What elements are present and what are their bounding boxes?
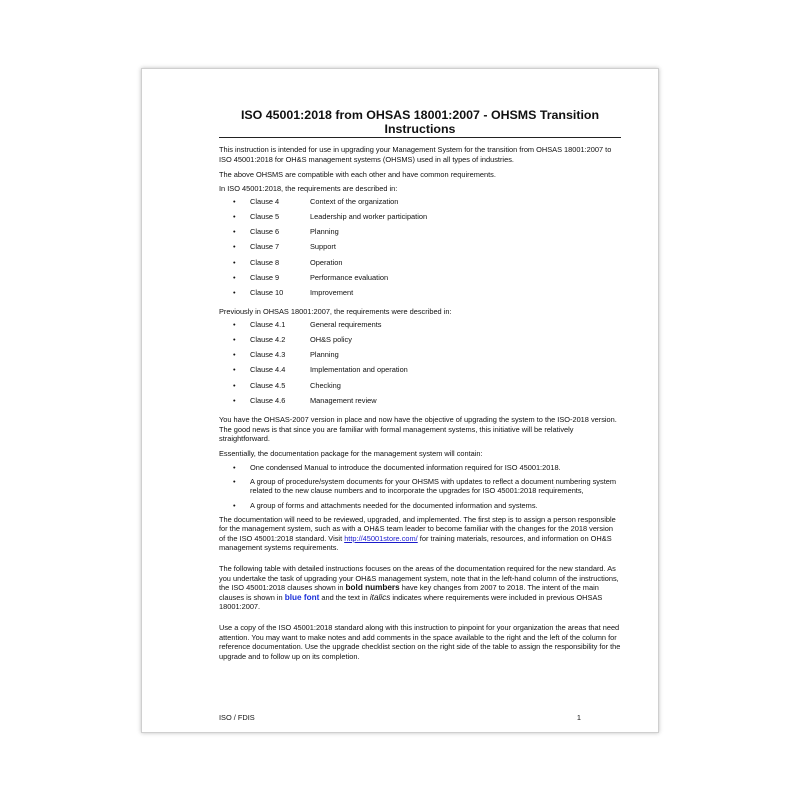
bullet-icon: • — [233, 365, 236, 375]
list-item — [219, 212, 621, 227]
package-item-text: A group of forms and attachments needed for the documented information and systems. — [250, 500, 538, 510]
clause-name: General requirements — [310, 319, 382, 329]
clause-number: Clause 4.5 — [250, 380, 286, 390]
clause-name: Improvement — [310, 288, 354, 297]
list-item — [219, 197, 621, 212]
bullet-icon: • — [233, 288, 236, 297]
bullet-icon: • — [233, 257, 236, 267]
bullet-icon: • — [233, 395, 236, 405]
clause-number: Clause 6 — [250, 227, 280, 237]
bullet-icon: • — [233, 476, 236, 486]
review-paragraph — [219, 515, 621, 553]
clause-name: Context of the organization — [310, 196, 399, 206]
clause-number: Clause 4.6 — [250, 395, 286, 405]
document-title: ISO 45001:2018 from OHSAS 18001:2007 - OHSMS Transition Instructions — [219, 109, 621, 138]
list-item — [219, 350, 621, 365]
list-item — [219, 227, 621, 242]
document-content — [219, 109, 621, 661]
table-intro-text: The following table with detailed instructions focuses on the areas of the documentation required for the new standard. As you undertake the task of upgrading your OH&S management system, note that in the left-hand column of the instructions, the ISO 45001:2018 clauses shown in — [219, 564, 619, 593]
page-footer — [219, 713, 581, 722]
package-item-text: A group of procedure/system documents for your OHSMS with updates to reflect a document numbering system related to the new clause numbers and to incorporate the upgrades for ISO 45001:2018 requirements, — [250, 476, 617, 496]
bullet-icon: • — [233, 196, 236, 206]
clause-name: OH&S policy — [310, 334, 352, 344]
list-item — [219, 273, 621, 288]
bullet-icon: • — [233, 380, 236, 390]
clause-name: Planning — [310, 350, 339, 360]
table-intro-text: indicates where requirements were included in previous OHSAS 18001:2007. — [219, 592, 603, 612]
page-number: 1 — [576, 713, 581, 722]
bullet-icon: • — [233, 334, 236, 344]
list-item — [219, 381, 621, 396]
clause-name: Checking — [310, 380, 341, 390]
list-item — [219, 501, 621, 511]
list-item — [219, 258, 621, 273]
clause-number: Clause 10 — [250, 288, 284, 297]
blue-font-text: blue font — [284, 592, 320, 602]
clause-name: Management review — [310, 395, 377, 405]
store-link[interactable]: http://45001store.com/ — [344, 533, 418, 543]
ohsas-clause-list — [219, 320, 621, 411]
clause-name: Performance evaluation — [310, 272, 389, 282]
package-list — [219, 463, 621, 510]
clause-number: Clause 4.1 — [250, 319, 286, 329]
list-item — [219, 477, 621, 496]
list-item — [219, 288, 621, 303]
list-item — [219, 396, 621, 411]
clause-number: Clause 8 — [250, 257, 280, 267]
bullet-icon: • — [233, 242, 236, 252]
iso-clauses-lead: In ISO 45001:2018, the requirements are described in: — [219, 184, 398, 194]
list-item — [219, 242, 621, 257]
bullet-icon: • — [233, 462, 236, 472]
clause-number: Clause 4.2 — [250, 334, 286, 344]
clause-number: Clause 7 — [250, 242, 280, 252]
bullet-icon: • — [233, 319, 236, 329]
iso-clause-list — [219, 197, 621, 303]
review-text: The documentation will need to be reviewed, upgraded, and implemented. The first step is to assign a person responsible for the management system, such as with a OH&S team leader to become familiar with the changes for the 2018 version of the ISO 45001:2018 standard. Visit — [219, 514, 616, 543]
clause-name: Implementation and operation — [310, 365, 408, 375]
bullet-icon: • — [233, 227, 236, 237]
clause-name: Leadership and worker participation — [310, 212, 428, 222]
bullet-icon: • — [233, 212, 236, 222]
clause-name: Planning — [310, 227, 339, 237]
table-intro-text: have key changes from 2007 to 2018. The intent of the main clauses is shown in — [219, 583, 599, 602]
ohsas-clauses-lead: Previously in OHSAS 18001:2007, the requirements were described in: — [219, 307, 452, 317]
clause-name: Operation — [310, 257, 343, 267]
list-item — [219, 365, 621, 380]
use-copy-paragraph: Use a copy of the ISO 45001:2018 standard along with this instruction to pinpoint for your organization the areas that need attention. You may want to make notes and add comments in the space available to the right and the left of the column for reference documentation. Use the upgrade checklist section on the right side of the table to assign the responsibility for the upgrade and to follow up on its completion. — [219, 623, 621, 661]
clause-number: Clause 4.4 — [250, 365, 286, 375]
bullet-icon: • — [233, 350, 236, 360]
table-intro-text: and the text in — [319, 592, 370, 602]
objective-paragraph: You have the OHSAS-2007 version in place and now have the objective of upgrading the system to the ISO-2018 version. The good news is that since you are familiar with formal management systems, this initiative will be relatively straightforward. — [219, 414, 617, 444]
list-item — [219, 335, 621, 350]
clause-number: Clause 5 — [250, 212, 280, 222]
clause-name: Support — [310, 242, 336, 252]
list-item — [219, 463, 621, 473]
bullet-icon: • — [233, 272, 236, 282]
package-item-text: One condensed Manual to introduce the documented information required for ISO 45001:2018. — [250, 462, 561, 472]
bold-numbers-text: bold numbers — [345, 583, 400, 593]
list-item — [219, 320, 621, 335]
clause-number: Clause 4.3 — [250, 350, 286, 360]
bullet-icon: • — [233, 500, 236, 510]
compatible-paragraph: The above OHSMS are compatible with each other and have common requirements. — [219, 169, 496, 179]
review-text-end: for training materials, resources, and information on OH&S management systems requirements. — [219, 533, 612, 553]
clause-number: Clause 4 — [250, 196, 280, 206]
footer-label: ISO / FDIS — [219, 713, 255, 722]
table-intro-paragraph — [219, 564, 621, 612]
document-page — [141, 68, 659, 733]
package-lead: Essentially, the documentation package for the management system will contain: — [219, 449, 483, 459]
clause-number: Clause 9 — [250, 272, 280, 282]
italics-text: italics — [369, 592, 391, 602]
intro-paragraph: This instruction is intended for use in upgrading your Management System for the transition from OHSAS 18001:2007 to ISO 45001:2018 for OH&S management systems (OHSMS) used in all types of industries. — [219, 145, 612, 164]
